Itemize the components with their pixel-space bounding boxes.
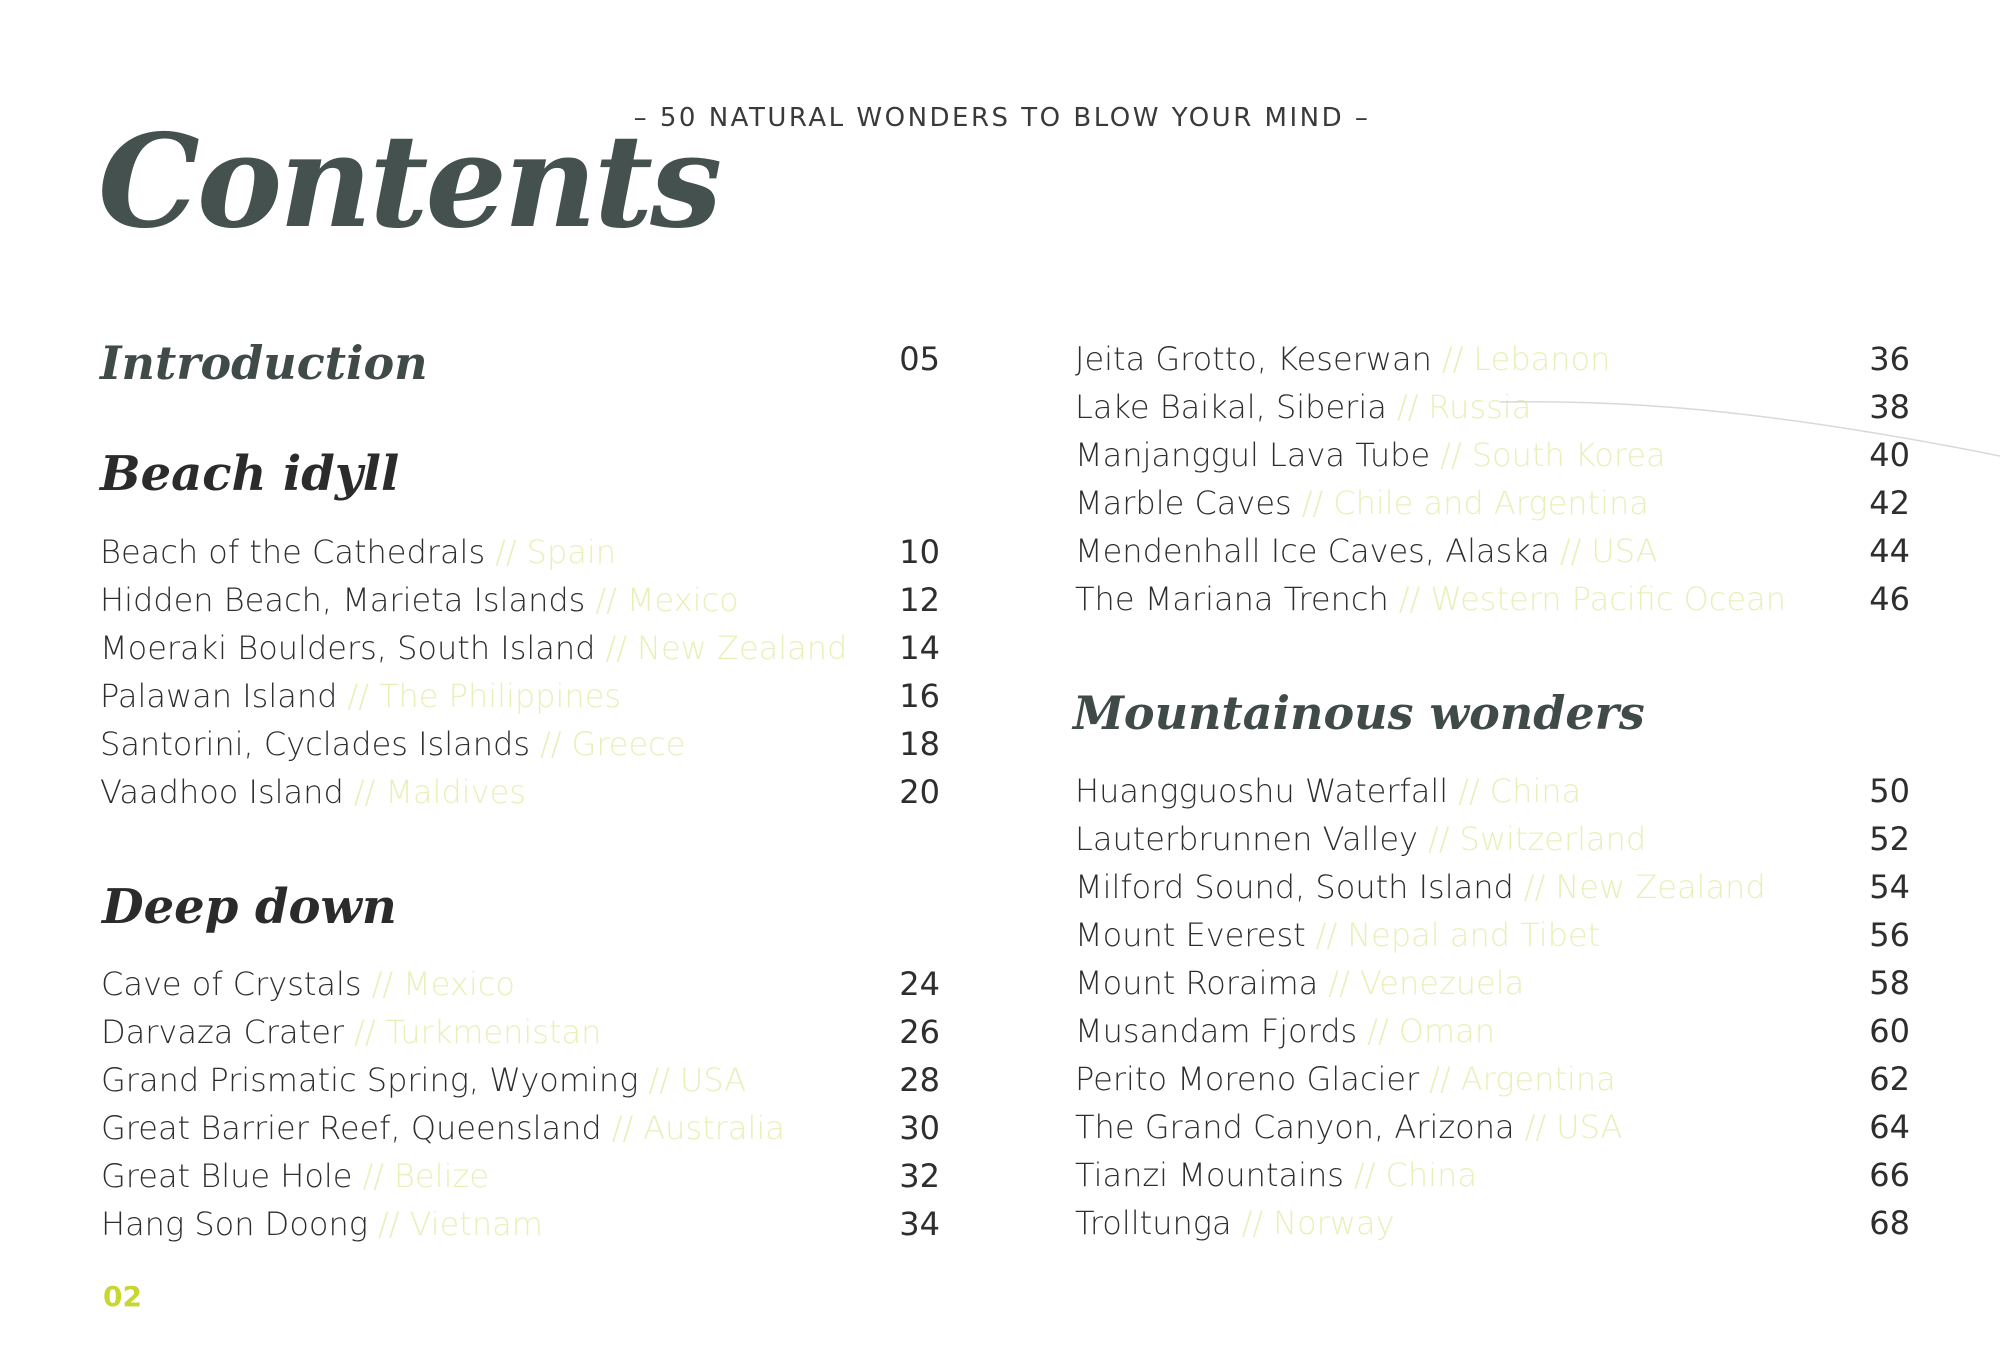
toc-entry	[1075, 580, 1786, 618]
entry-country: New Zealand	[637, 629, 848, 667]
entry-country: Norway	[1273, 1204, 1395, 1242]
entry-page-number: 36	[1869, 340, 1910, 378]
toc-entry	[100, 581, 739, 619]
entry-separator: //	[1398, 580, 1421, 618]
toc-entry	[1075, 1012, 1495, 1050]
entry-page-number: 60	[1869, 1012, 1910, 1050]
entry-separator: //	[611, 1109, 634, 1147]
toc-entry	[1075, 772, 1582, 810]
entry-page-number: 40	[1869, 436, 1910, 474]
entry-country: Oman	[1398, 1012, 1495, 1050]
entry-name: Mount Everest	[1075, 916, 1306, 954]
entry-separator: //	[1524, 1108, 1547, 1146]
entry-name: Hidden Beach, Marieta Islands	[100, 581, 586, 619]
entry-separator: //	[1328, 964, 1350, 1002]
entry-separator: //	[1559, 532, 1582, 570]
entry-separator: //	[1458, 772, 1480, 810]
toc-entry	[101, 1109, 785, 1147]
entry-page-number: 38	[1869, 388, 1910, 426]
entry-country: Venezuela	[1359, 964, 1525, 1002]
entry-country: Greece	[571, 725, 686, 763]
entry-name: Vaadhoo Island	[100, 773, 344, 811]
entry-page-number: 32	[899, 1157, 940, 1195]
entry-name: Mount Roraima	[1075, 964, 1319, 1002]
entry-name: Marble Caves	[1075, 484, 1292, 522]
toc-entry	[1075, 1204, 1395, 1242]
entry-page-number: 18	[899, 725, 940, 763]
toc-entry	[1075, 1156, 1477, 1194]
toc-entry	[1075, 532, 1658, 570]
entry-country: China	[1385, 1156, 1477, 1194]
entry-name: Jeita Grotto, Keserwan	[1075, 340, 1432, 378]
entry-page-number: 56	[1869, 916, 1910, 954]
entry-separator: //	[605, 629, 628, 667]
entry-country: Russia	[1428, 388, 1532, 426]
entry-page-number: 52	[1869, 820, 1910, 858]
entry-page-number: 44	[1869, 532, 1910, 570]
entry-name: Cave of Crystals	[101, 965, 362, 1003]
entry-country: Lebanon	[1473, 340, 1611, 378]
entry-name: Beach of the Cathedrals	[100, 533, 486, 571]
entry-name: Lake Baikal, Siberia	[1075, 388, 1387, 426]
entry-name: Huangguoshu Waterfall	[1075, 772, 1449, 810]
entry-name: Mendenhall Ice Caves, Alaska	[1075, 532, 1550, 570]
entry-country: Nepal and Tibet	[1347, 916, 1601, 954]
entry-separator: //	[495, 533, 517, 571]
entry-name: Hang Son Doong	[101, 1205, 368, 1243]
toc-entry	[1075, 1060, 1616, 1098]
toc-entry	[1075, 868, 1766, 906]
entry-name: The Grand Canyon, Arizona	[1075, 1108, 1515, 1146]
entry-name: Lauterbrunnen Valley	[1075, 820, 1418, 858]
entry-separator: //	[353, 773, 376, 811]
toc-entry	[1075, 1108, 1623, 1146]
entry-name: Darvaza Crater	[101, 1013, 345, 1051]
toc-entry	[100, 533, 617, 571]
entry-page-number: 42	[1869, 484, 1910, 522]
entry-separator: //	[371, 965, 394, 1003]
entry-country: USA	[1591, 532, 1658, 570]
entry-separator: //	[1301, 484, 1324, 522]
entry-separator: //	[347, 677, 369, 715]
entry-separator: //	[1429, 1060, 1451, 1098]
entry-separator: //	[648, 1061, 670, 1099]
entry-name: Perito Moreno Glacier	[1075, 1060, 1420, 1098]
entry-country: Chile and Argentina	[1333, 484, 1649, 522]
entry-name: Santorini, Cyclades Islands	[100, 725, 530, 763]
entry-name: Manjanggul Lava Tube	[1075, 436, 1431, 474]
entry-page-number: 54	[1869, 868, 1910, 906]
entry-page-number: 50	[1869, 772, 1910, 810]
beach-idyll-heading: Beach idyll	[100, 446, 400, 502]
entry-country: Maldives	[385, 773, 526, 811]
entry-country: USA	[1556, 1108, 1623, 1146]
toc-entry	[101, 1013, 602, 1051]
entry-page-number: 68	[1869, 1204, 1910, 1242]
entry-page-number: 46	[1869, 580, 1910, 618]
entry-country: Western Pacific Ocean	[1430, 580, 1786, 618]
entry-separator: //	[1353, 1156, 1376, 1194]
entry-country: USA	[679, 1061, 747, 1099]
mountainous-wonders-heading: Mountainous wonders	[1073, 686, 1645, 740]
entry-name: Moeraki Boulders, South Island	[100, 629, 596, 667]
entry-name: Tianzi Mountains	[1075, 1156, 1344, 1194]
introduction-heading: Introduction	[100, 336, 428, 390]
entry-separator: //	[1440, 436, 1462, 474]
entry-page-number: 64	[1869, 1108, 1910, 1146]
entry-separator: //	[1315, 916, 1338, 954]
deep-down-heading: Deep down	[102, 879, 397, 935]
entry-country: Mexico	[403, 965, 515, 1003]
entry-country: Mexico	[626, 581, 739, 619]
toc-entry	[101, 965, 515, 1003]
toc-entry	[100, 725, 686, 763]
entry-country: Australia	[643, 1109, 785, 1147]
entry-country: Belize	[394, 1157, 489, 1195]
toc-entry	[1075, 916, 1601, 954]
entry-country: Spain	[526, 533, 617, 571]
toc-entry	[1075, 964, 1525, 1002]
entry-page-number: 12	[899, 581, 940, 619]
entry-country: Vietnam	[409, 1205, 543, 1243]
entry-name: Grand Prismatic Spring, Wyoming	[101, 1061, 639, 1099]
toc-entry	[100, 629, 848, 667]
toc-entry	[1075, 820, 1647, 858]
entry-name: The Mariana Trench	[1075, 580, 1389, 618]
toc-entry	[1075, 484, 1649, 522]
entry-country: Switzerland	[1459, 820, 1647, 858]
entry-page-number: 26	[899, 1013, 940, 1051]
entry-separator: //	[1523, 868, 1546, 906]
entry-country: New Zealand	[1555, 868, 1766, 906]
toc-entry	[100, 677, 622, 715]
toc-entry	[100, 773, 526, 811]
entry-separator: //	[362, 1157, 385, 1195]
toc-entry	[101, 1061, 747, 1099]
entry-country: Argentina	[1460, 1060, 1616, 1098]
scan-scratch-mark	[1500, 398, 2000, 458]
entry-name: Great Blue Hole	[101, 1157, 353, 1195]
entry-name: Trolltunga	[1075, 1204, 1232, 1242]
entry-name: Palawan Island	[100, 677, 338, 715]
introduction-page-number: 05	[899, 340, 940, 378]
entry-page-number: 10	[899, 533, 940, 571]
toc-entry	[101, 1205, 543, 1243]
entry-separator: //	[539, 725, 562, 763]
entry-country: Turkmenistan	[385, 1013, 602, 1051]
entry-separator: //	[1396, 388, 1419, 426]
entry-country: The Philippines	[378, 677, 622, 715]
entry-page-number: 14	[899, 629, 940, 667]
entry-separator: //	[1441, 340, 1464, 378]
entry-name: Milford Sound, South Island	[1075, 868, 1514, 906]
entry-page-number: 58	[1869, 964, 1910, 1002]
entry-name: Musandam Fjords	[1075, 1012, 1358, 1050]
page-folio: 02	[103, 1280, 142, 1313]
entry-page-number: 34	[899, 1205, 940, 1243]
entry-country: China	[1489, 772, 1582, 810]
entry-separator: //	[377, 1205, 400, 1243]
entry-page-number: 16	[899, 677, 940, 715]
entry-separator: //	[1427, 820, 1450, 858]
entry-page-number: 66	[1869, 1156, 1910, 1194]
entry-page-number: 30	[899, 1109, 940, 1147]
entry-page-number: 24	[899, 965, 940, 1003]
entry-page-number: 20	[899, 773, 940, 811]
entry-name: Great Barrier Reef, Queensland	[101, 1109, 602, 1147]
entry-separator: //	[354, 1013, 376, 1051]
page-title: Contents	[98, 107, 720, 257]
entry-page-number: 62	[1869, 1060, 1910, 1098]
toc-entry	[1075, 340, 1611, 378]
entry-separator: //	[1241, 1204, 1264, 1242]
entry-page-number: 28	[899, 1061, 940, 1099]
entry-country: South Korea	[1471, 436, 1666, 474]
toc-entry	[101, 1157, 489, 1195]
entry-separator: //	[1367, 1012, 1389, 1050]
running-head: – 50 NATURAL WONDERS TO BLOW YOUR MIND –	[633, 103, 1371, 133]
toc-entry	[1075, 388, 1532, 426]
entry-separator: //	[595, 581, 617, 619]
